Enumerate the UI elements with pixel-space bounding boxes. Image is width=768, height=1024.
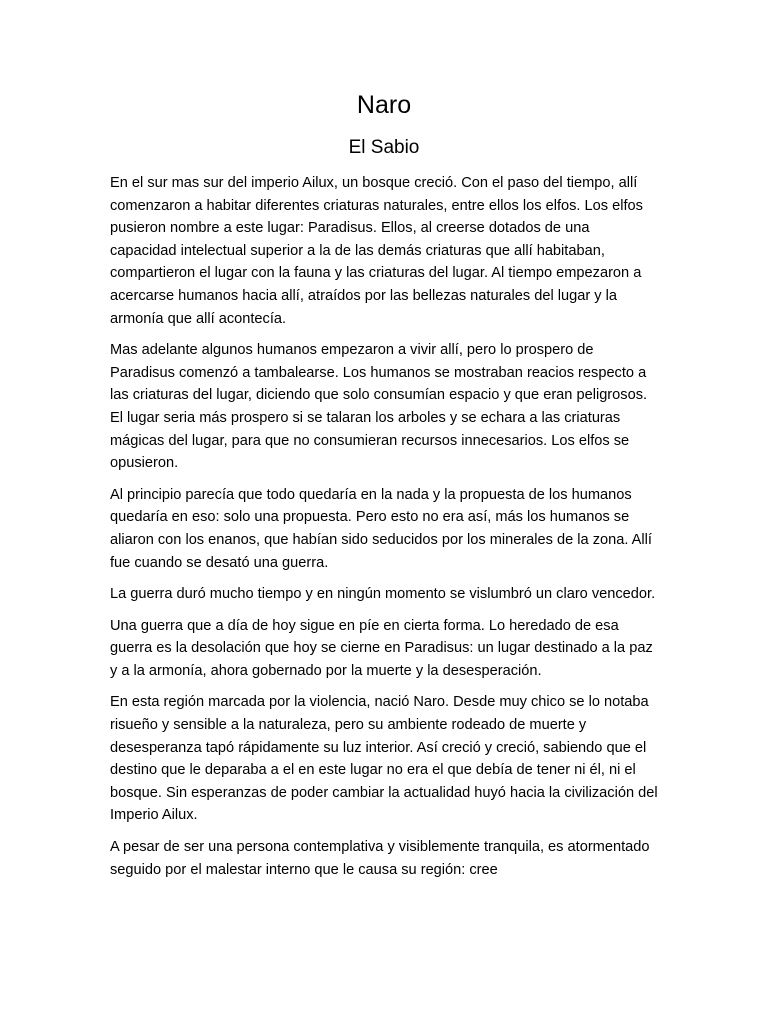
paragraph: En el sur mas sur del imperio Ailux, un bosque creció. Con el paso del tiempo, allí comenzaron a habitar diferentes criaturas naturales, entre ellos los elfos. Los elfos pusieron nombre a este lugar: Paradisus. Ellos, al creerse dotados de una capacidad intelectual superior a la de las demás criaturas que allí habitaban, compartieron el lugar con la fauna y las criaturas del lugar. Al tiempo empezaron a acercarse humanos hacia allí, atraídos por las bellezas naturales del lugar y la armonía que allí acontecía. [110,175,643,327]
paragraph: Al principio parecía que todo quedaría en la nada y la propuesta de los humanos quedaría en eso: solo una propuesta. Pero esto no era así, más los humanos se aliaron con los enanos, que habían sido seducidos por los minerales de la zona. Allí fue cuando se desató una guerra. [110,486,652,571]
paragraph: La guerra duró mucho tiempo y en ningún momento se vislumbró un claro vencedor. [110,586,656,603]
document-body [110,172,658,890]
paragraph: A pesar de ser una persona contemplativa y visiblemente tranquila, es atormentado seguido por el malestar interno que le causa su región: cree [110,839,650,878]
paragraph: Una guerra que a día de hoy sigue en píe en cierta forma. Lo heredado de esa guerra es la desolación que hoy se cierne en Paradisus: un lugar destinado a la paz y a la armonía, ahora gobernado por la muerte y la desesperación. [110,617,653,679]
document-title: Naro [356,91,412,119]
paragraph: En esta región marcada por la violencia, nació Naro. Desde muy chico se lo notaba risueño y sensible a la naturaleza, pero su ambiente rodeado de muerte y desesperanza tapó rápidamente su luz interior. Así creció y creció, sabiendo que el destino que le deparaba a el en este lugar no era el que debía de tener ni él, ni el bosque. Sin esperanzas de poder cambiar la actualidad huyó hacia la civilización del Imperio Ailux. [110,694,658,824]
document-subtitle: El Sabio [348,137,420,158]
paragraph: Mas adelante algunos humanos empezaron a vivir allí, pero lo prospero de Paradisus comenzó a tambalearse. Los humanos se mostraban reacios respecto a las criaturas del lugar, diciendo que solo consumían espacio y que eran peligrosos. El lugar seria más prospero si se talaran los arboles y se echara a las criaturas mágicas del lugar, para que no consumieran recursos innecesarios. Los elfos se opusieron. [110,342,648,472]
